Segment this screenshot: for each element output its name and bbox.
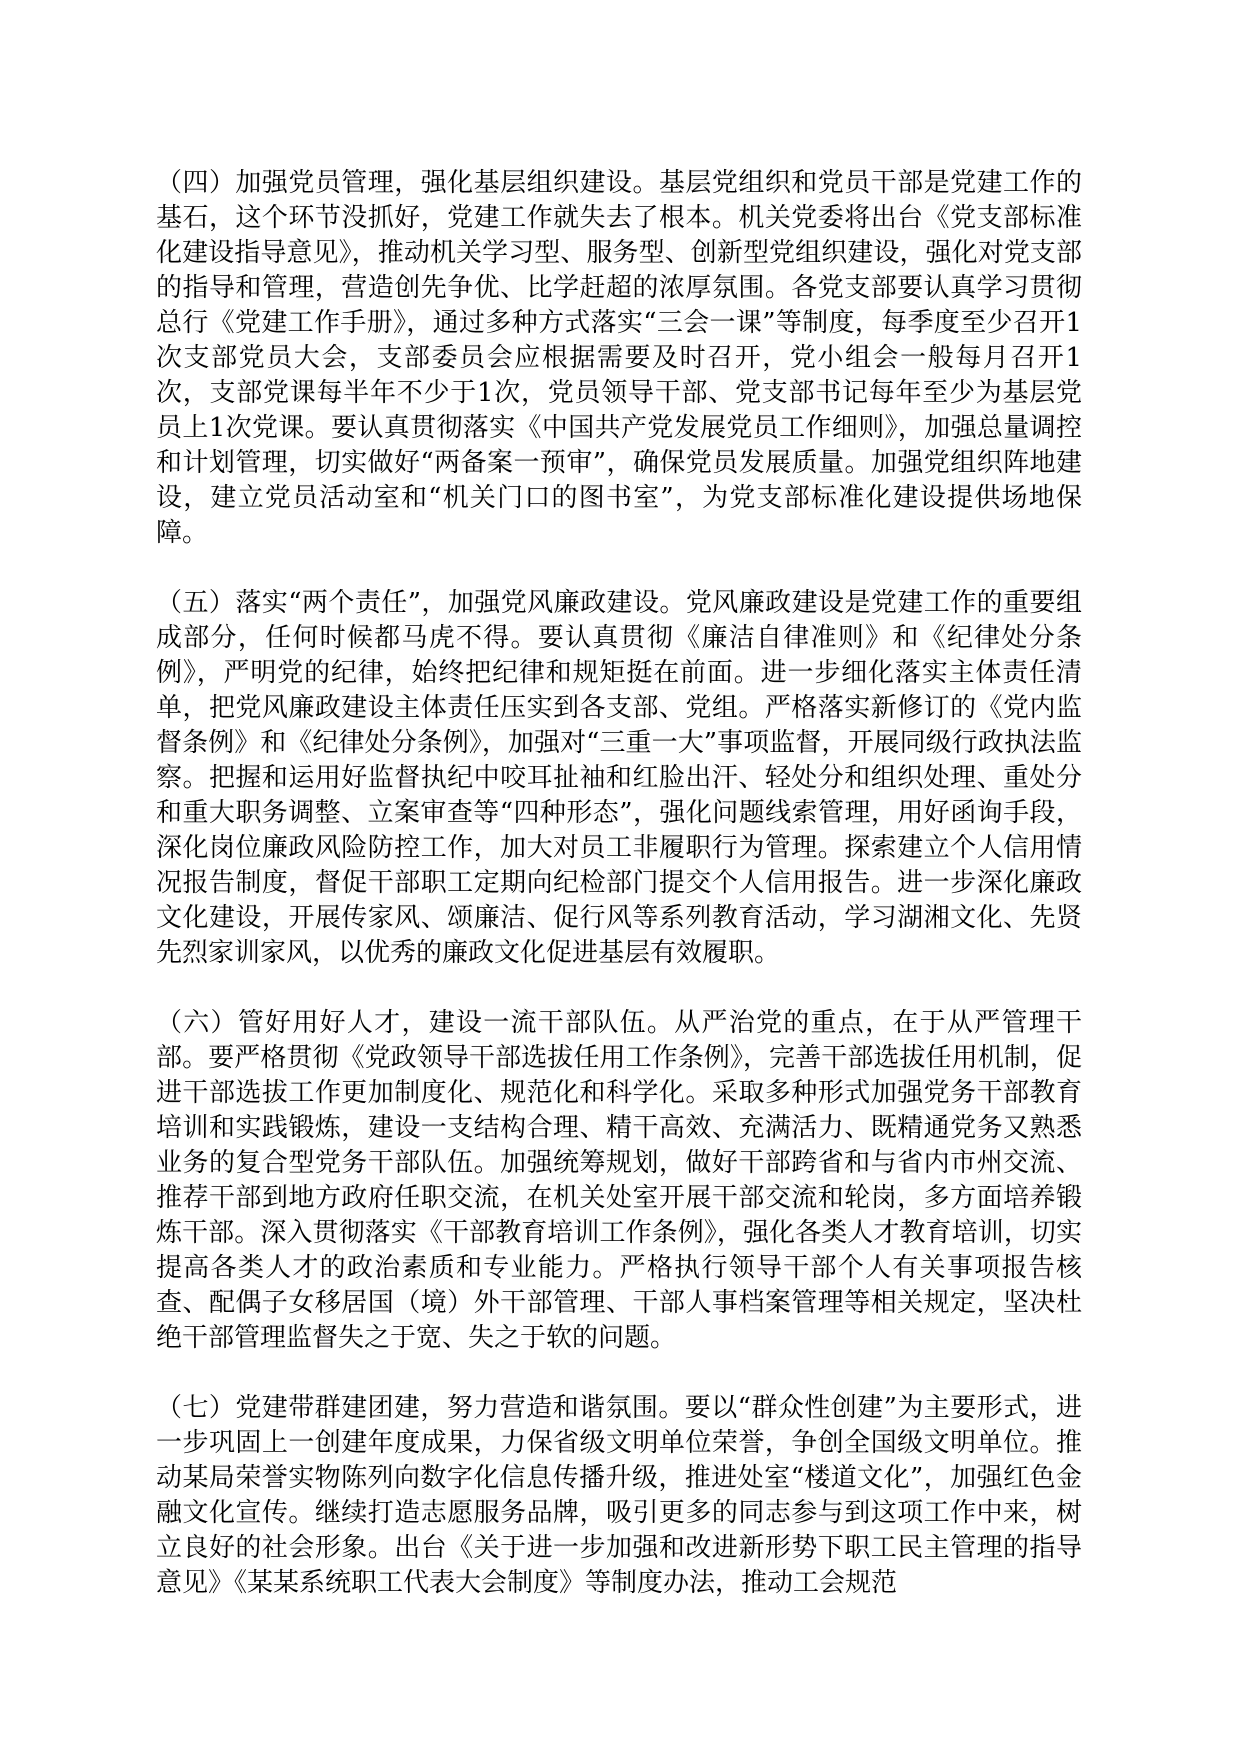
paragraph-section-7: （七）党建带群建团建，努力营造和谐氛围。要以“群众性创建”为主要形式，进一步巩固上一创建年度成果，力保省级文明单位荣誉，争创全国级文明单位。推动某局荣誉实物陈列向数字化信息传播升级，推进处室“楼道文化”，加强红色金融文化宣传。继续打造志愿服务品牌，吸引更多的同志参与到这项工作中来，树立良好的社会形象。出台《关于进一步加强和改进新形势下职工民主管理的指导意见》《某某系统职工代表大会制度》等制度办法，推动工会规范 bbox=[156, 1393, 1082, 1598]
paragraph-section-4: （四）加强党员管理，强化基层组织建设。基层党组织和党员干部是党建工作的基石，这个环节没抓好，党建工作就失去了根本。机关党委将出台《党支部标准化建设指导意见》，推动机关学习型、服务型、创新型党组织建设，强化对党支部的指导和管理，营造创先争优、比学赶超的浓厚氛围。各党支部要认真学习贯彻总行《党建工作手册》，通过多种方式落实“三会一课”等制度，每季度至少召开1次支部党员大会，支部委员会应根据需要及时召开，党小组会一般每月召开1次，支部党课每半年不少于1次，党员领导干部、党支部书记每年至少为基层党员上1次党课。要认真贯彻落实《中国共产党发展党员工作细则》，加强总量调控和计划管理，切实做好“两备案一预审”，确保党员发展质量。加强党组织阵地建设，建立党员活动室和“机关门口的图书室”，为党支部标准化建设提供场地保障。 bbox=[156, 168, 1082, 548]
paragraph-section-6: （六）管好用好人才，建设一流干部队伍。从严治党的重点，在于从严管理干部。要严格贯彻《党政领导干部选拔任用工作条例》，完善干部选拔任用机制，促进干部选拔工作更加制度化、规范化和科学化。采取多种形式加强党务干部教育培训和实践锻炼，建设一支结构合理、精干高效、充满活力、既精通党务又熟悉业务的复合型党务干部队伍。加强统筹规划，做好干部跨省和与省内市州交流、推荐干部到地方政府任职交流，在机关处室开展干部交流和轮岗，多方面培养锻炼干部。深入贯彻落实《干部教育培训工作条例》，强化各类人才教育培训，切实提高各类人才的政治素质和专业能力。严格执行领导干部个人有关事项报告核查、配偶子女移居国（境）外干部管理、干部人事档案管理等相关规定，坚决杜绝干部管理监督失之于宽、失之于软的问题。 bbox=[156, 1008, 1082, 1353]
paragraph-section-5: （五）落实“两个责任”，加强党风廉政建设。党风廉政建设是党建工作的重要组成部分，任何时候都马虎不得。要认真贯彻《廉洁自律准则》和《纪律处分条例》，严明党的纪律，始终把纪律和规矩挺在前面。进一步细化落实主体责任清单，把党风廉政建设主体责任压实到各支部、党组。严格落实新修订的《党内监督条例》和《纪律处分条例》，加强对“三重一大”事项监督，开展同级行政执法监察。把握和运用好监督执纪中咬耳扯袖和红脸出汗、轻处分和组织处理、重处分和重大职务调整、立案审查等“四种形态”，强化问题线索管理，用好函询手段，深化岗位廉政风险防控工作，加大对员工非履职行为管理。探索建立个人信用情况报告制度，督促干部职工定期向纪检部门提交个人信用报告。进一步深化廉政文化建设，开展传家风、颂廉洁、促行风等系列教育活动，学习湖湘文化、先贤先烈家训家风，以优秀的廉政文化促进基层有效履职。 bbox=[156, 588, 1082, 968]
document-body bbox=[156, 166, 1082, 1601]
